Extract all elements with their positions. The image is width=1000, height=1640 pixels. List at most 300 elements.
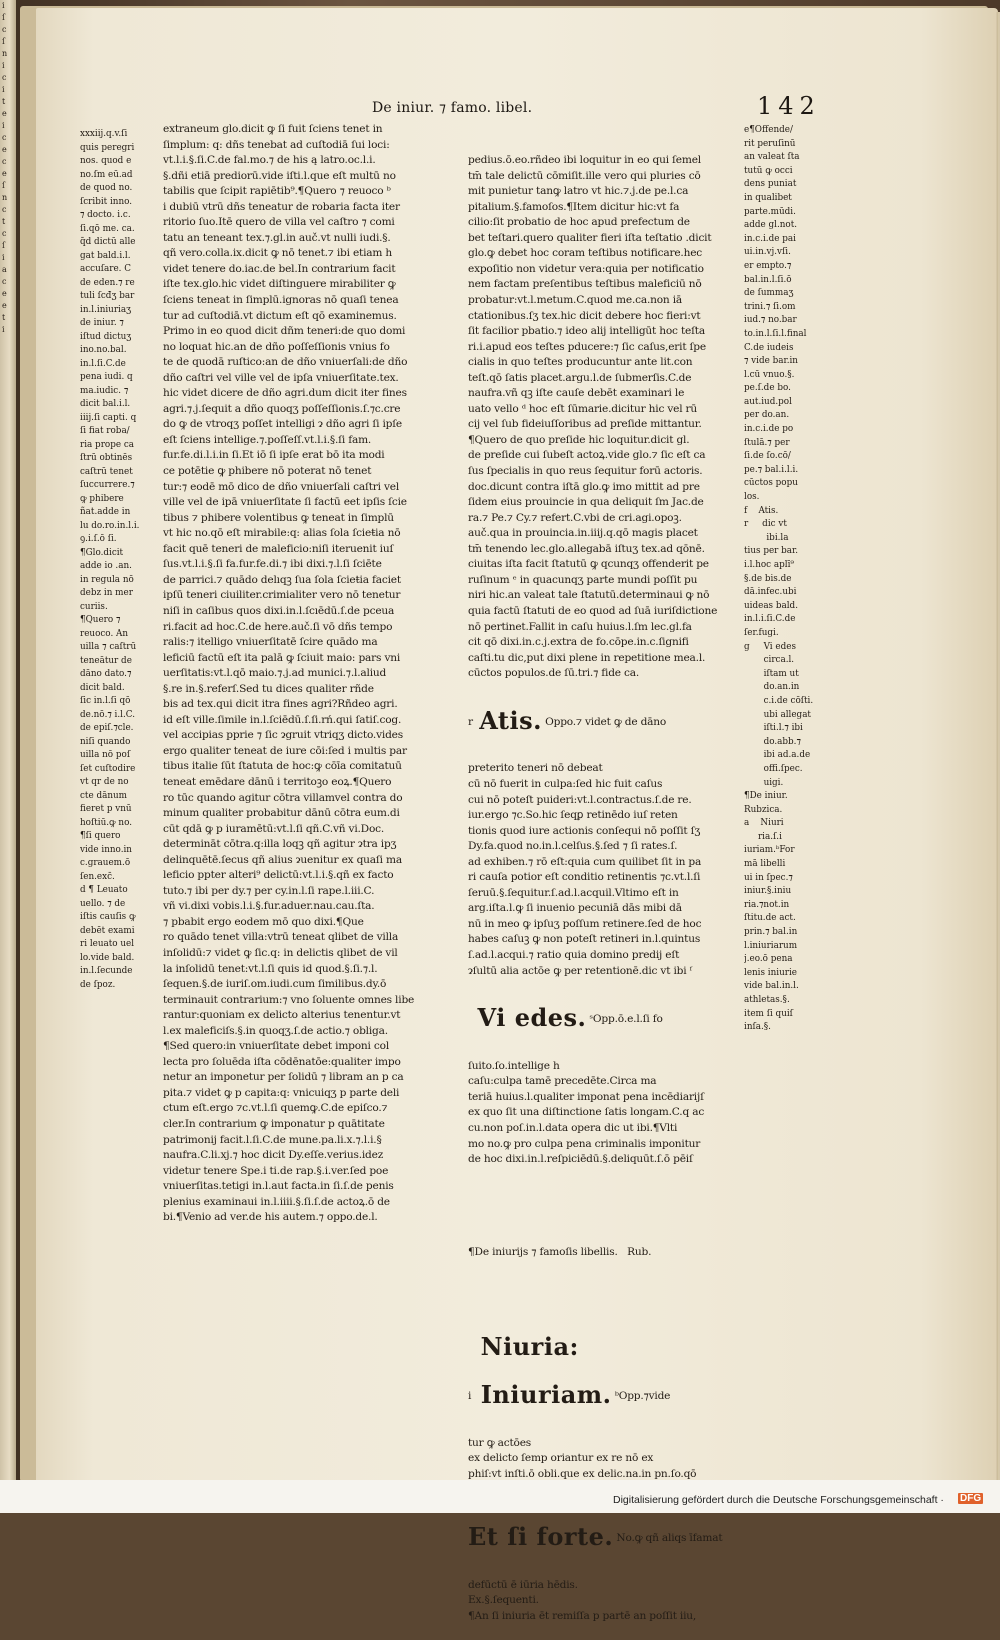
left-page-fragment: i <box>2 253 5 262</box>
gloss-line: iiij.ſi capti. q <box>80 412 137 423</box>
text-line: ſus.vt.l.i.§.ſi fa.fur.fe.di.⁊ ibi dixi.⁊.l.ſi ſciēte <box>163 558 382 571</box>
gloss-line: iſti.l.⁊ ibi <box>744 723 803 734</box>
gloss-line: de ſummaʒ <box>744 288 794 299</box>
gloss-line: in regula nō <box>80 574 134 585</box>
text-line: ri.facit ad hoc.C.de here.auč.ſi vō dñs tempo <box>163 620 393 633</box>
left-page-fragment: ſ <box>2 241 5 250</box>
gloss-line: de quod no. <box>80 183 133 193</box>
left-page-fragment: c <box>2 73 7 82</box>
gloss-line: uilla ⁊ caſtrū <box>80 642 137 652</box>
gloss-line: r dic vt <box>744 519 787 530</box>
gloss-line: offi.ſpec. <box>744 763 803 774</box>
text-line: tibus ⁊ phibere volentibus ꝙ teneat in ſimplū <box>163 511 394 524</box>
gloss-line: parte.mūdi. <box>744 206 796 217</box>
gloss-line: ¶Glo.dicit <box>80 547 124 558</box>
lemma-iniuria-line <box>468 1331 743 1361</box>
text-line: tur:⁊ eodē mō dico de dño vniuerſali caſtri vel <box>163 480 400 493</box>
text-line: terminauit contrarium:⁊ vno ſoluente omnes libe <box>163 993 415 1006</box>
gloss-line: ſtitu.de act. <box>744 913 796 924</box>
text-line: extraneum glo.dicit ꝙ ſi fuit ſciens tenet in <box>163 123 383 135</box>
gloss-line: ſi.qō me. ca. <box>80 223 135 234</box>
text-line: ctationibus.ſʒ tex.hic dicit debere hoc fieri:vt <box>468 309 701 322</box>
left-page-fragment: i <box>2 61 5 70</box>
gloss-line: vide bal.in.l. <box>744 981 799 992</box>
left-page-fragment: t <box>2 313 6 322</box>
text-line: ¶Quero de quo preſide hic loquitur.dicit gl. <box>468 433 690 446</box>
gloss-line: i.l.hoc aplī⁹ <box>744 560 794 570</box>
text-line: ex quo ſit una diſtinctione ſatis longam.C.q ac <box>468 1106 705 1119</box>
funding-credit: Digitalisierung gefördert durch die Deutsche Forschungsgemeinschaft · <box>613 1494 944 1506</box>
gloss-line: g Vi edes <box>744 641 796 652</box>
gloss-line: iuriam.ᵇFor <box>744 845 795 856</box>
gloss-line: do.an.in <box>744 682 800 693</box>
left-page-fragment: i <box>2 121 5 130</box>
left-page-fragment: c <box>2 157 7 166</box>
gloss-column-left <box>80 128 152 992</box>
gloss-line: ¶ſi quero <box>80 831 121 841</box>
text-line: ex delicto ſemp oriantur ex re nō ex <box>468 1452 654 1465</box>
text-line: cij vel ſub fideiuſſoribus ad preſide mittantur. <box>468 418 702 431</box>
gloss-line: ſtulā.⁊ per <box>744 437 790 448</box>
text-line: naufra.C.li.xj.⁊ hoc dicit Dy.eſſe.verius.idez <box>163 1149 384 1162</box>
left-page-fragment: ſ <box>2 37 5 46</box>
lemma-iniuriam-line: i Iniuriam. ᵇOpp.⁊vide <box>468 1380 671 1410</box>
gloss-line: inſa.§. <box>744 1022 771 1033</box>
text-line: ſimplum: q: dñs tenebat ad cuſtodiā ſui loci: <box>163 138 390 151</box>
text-line: ipſū teneri ciuiliter.crimialiter vero nō tenetur <box>163 589 401 602</box>
text-line: ſeruū.§.ſequitur.ſ.ad.l.acquil.Vltimo eſt in <box>468 886 679 899</box>
gloss-line: cte dānum <box>80 790 128 801</box>
gloss-line: ria.ſ.i <box>744 831 782 842</box>
text-line: delinquētē.ſecus qñ alius ɂuenitur ex quaſi ma <box>163 853 402 866</box>
gloss-line: ria.⁊not.in <box>744 899 790 910</box>
gloss-line: niſi quando <box>80 736 131 747</box>
text-line: ce potētie ꝙ phibere nō poterat nō tenet <box>163 465 372 478</box>
left-page-fragment: ſ <box>2 181 5 190</box>
text-line: bi.¶Venio ad ver.de his autem.⁊ oppo.de.l. <box>163 1211 378 1224</box>
lemma-vi-edes-head: ˢOpp.ō.e.l.ſi fo <box>589 1013 663 1026</box>
text-line: qñ vero.colla.ix.dicit ꝙ nō tenet.⁊ ibi etiam h <box>163 247 393 260</box>
text-line: cilio:ſit probatio de hoc apud prefectum de <box>468 216 690 229</box>
text-line: patrimonij facit.l.ſi.C.de mune.pa.li.x.⁊.l.i.§ <box>163 1133 382 1146</box>
gloss-line: los. <box>744 492 760 503</box>
text-line: ſ.ad.l.acqui.⁊ ratio quia domino predij eſt <box>468 948 680 961</box>
gloss-line: pena iudi. q <box>80 372 133 382</box>
gloss-line: Rubzica. <box>744 804 783 815</box>
text-line: mo no.ꝙ pro culpa pena criminalis imponitur <box>468 1137 701 1150</box>
text-line: quia factū ſtatuti de eo quod ad ſuā iuriſdictione <box>468 604 718 617</box>
text-line: mit punietur tanꝙ latro vt hic.⁊.j.de pe.l.ca <box>468 185 689 198</box>
gloss-line: in.l.iniuriaʒ <box>80 304 132 315</box>
text-line: tuto.⁊ ibi per dy.⁊ per cy.in.l.ſi rape.l.iii.C. <box>163 884 375 897</box>
text-line: ſus ſpecialis in quo reus ſequitur forū actoris. <box>468 465 703 478</box>
text-line: tm̄ tale delictū cōmiſit.ille vero qui pluries cō <box>468 169 701 182</box>
column-b-top-text <box>468 153 743 682</box>
left-page-fragment: i <box>2 325 5 334</box>
text-line: ſciens teneat in ſimplū.ignoras nō quaſi tenea <box>163 294 399 307</box>
text-line: ſit facilior pbatio.⁊ ideo alij intelligūt hoc teſta <box>468 325 705 338</box>
gloss-line: teneātur de <box>80 655 132 666</box>
text-line: cui nō poteſt puideri:vt.l.contractus.ſ.de re. <box>468 793 692 806</box>
gloss-line: dāno dato.⁊ <box>80 669 132 679</box>
text-line: bis ad tex.qui dicit itra fines agri?Rñdeo agri. <box>163 698 398 711</box>
gloss-line: ibi ad.a.de <box>744 750 811 761</box>
gloss-line: uilla nō poſ <box>80 750 131 760</box>
text-line: nem factam preſentibus teſtibus maleficiū nō <box>468 278 702 291</box>
gloss-line: lo.vide bald. <box>80 952 135 963</box>
left-page-fragment: c <box>2 277 7 286</box>
text-line: ſuito.ſo.intellige h <box>468 1059 560 1072</box>
left-page-fragment: n <box>2 193 8 202</box>
lemma-iniuriam: Iniuriam. <box>480 1380 612 1410</box>
gloss-line: pe.ſ.de bo. <box>744 383 791 394</box>
gloss-line: ui in ſpec.⁊ <box>744 872 793 883</box>
left-page-fragment: e <box>2 109 7 118</box>
gloss-line: debz in mer <box>80 588 133 598</box>
lemma-iniuria: Niuria: <box>480 1331 579 1361</box>
text-line: glo.ꝙ debet hoc coram teſtibus notificare.hec <box>468 247 703 260</box>
gloss-line: ibi.la <box>744 532 789 543</box>
gloss-line: per do.an. <box>744 410 790 421</box>
text-line: vt hic no.qō eſt mirabile:q: alias ſola ſcieŧia nō <box>163 527 401 540</box>
gloss-line: ria prope ca <box>80 439 134 450</box>
lemma-vi-edes-line <box>468 1003 743 1033</box>
gloss-line: j.eo.ō pena <box>744 954 793 965</box>
text-line: de parrici.⁊ quādo delıqꝫ ſua ſola ſcieŧia faciet <box>163 573 401 586</box>
gloss-line: ſuccurrere.⁊ <box>80 480 135 490</box>
text-line: caſti.tu dic,put dixi plene in repetitione mea.l. <box>468 651 706 664</box>
text-line: uerſitatis:vt.l.qō maio.⁊.j.ad munici.⁊.l.aliud <box>163 667 387 680</box>
text-line: niri hic.an valeat tale ſtatutū.determinaui ꝙ nō <box>468 589 710 602</box>
gloss-line: iniur.§.iniu <box>744 886 792 897</box>
text-line: iur.ergo ⁊c.So.hic ſeqꝑ retinēdo iuſ reten <box>468 809 678 822</box>
left-page-fragment: e <box>2 301 7 310</box>
column-b-vi-edes-text <box>468 1059 743 1168</box>
gloss-line: dā.infec.ubi <box>744 587 797 598</box>
text-line: iſte tex.glo.hic videt diſtinguere mirabiliter ꝙ <box>163 278 396 291</box>
text-line: cūt qdā ꝙ p iuramētū:vt.l.ſi qñ.C.vñ vi.Doc. <box>163 822 385 835</box>
lemma-atis-head: Oppo.⁊ videt ꝙ de dāno <box>545 715 667 728</box>
text-line: leficiū factū eſt ita palā ꝙ ſciuit maio: pars vni <box>163 651 401 664</box>
gloss-line: in.c.i.de pai <box>744 233 796 244</box>
gloss-line: quis peregri <box>80 142 135 153</box>
left-page-fragment: e <box>2 145 7 154</box>
text-line: fur.fe.di.l.i.in ſi.Et iō ſi ipſe erat bō ita modi <box>163 449 385 462</box>
left-page-fragment: e <box>2 289 7 298</box>
gloss-line: curiis. <box>80 601 108 612</box>
text-line: pitalium.§.famoſos.¶Item dicitur hic:vt fa <box>468 200 680 213</box>
text-line: ruſinum ᵉ in quacunqʒ parte mundi poſſit pu <box>468 573 698 586</box>
gloss-line: ſet cuſtodire <box>80 763 136 774</box>
left-page-fragment: e <box>2 169 7 178</box>
text-line: cū nō fuerit in culpa:ſed hic fuit caſus <box>468 777 663 790</box>
text-line: ville vel de ipā vniuerſitate ſi factū eet ipſis ſcie <box>163 496 407 509</box>
left-page-fragment: t <box>2 97 6 106</box>
gloss-line: reuoco. An <box>80 628 129 639</box>
text-line: videt tenere do.iac.de bel.In contrarium facit <box>163 262 396 275</box>
text-line: §.dñi etiā prediorū.vide iſti.l.que eſt multū no <box>163 169 396 182</box>
gloss-line: adde io .an. <box>80 561 132 571</box>
gloss-line: no.ſm eū.ad <box>80 169 133 180</box>
lemma-vi-edes: Vi edes. <box>477 1003 587 1033</box>
gloss-line: pe.⁊ bal.i.l.i. <box>744 464 799 475</box>
gloss-line: bal.in.l.ſi.ō <box>744 274 792 285</box>
page-edges <box>996 12 1000 1480</box>
text-line: cu.non poſ.in.l.data opera dic ut ibi.¶Vlti <box>468 1122 678 1134</box>
gloss-line: dens puniat <box>744 179 797 190</box>
text-line: ¶Sed quero:in vniuerſitate debet imponi col <box>163 1040 390 1053</box>
text-line: probatur:vt.l.metum.C.quod me.ca.non iā <box>468 294 683 307</box>
text-line: habes caſuꝫ ꝙ non poteſt retineri in.l.quintus <box>468 933 701 946</box>
gloss-line: in.c.i.de po <box>744 424 794 435</box>
text-line: ro tūc quando agitur cōtra villamvel contra do <box>163 791 403 804</box>
gloss-line: prin.⁊ bal.in <box>744 927 798 938</box>
text-line: arg.iſta.l.ꝙ ſi inuenio pecuniā dās mibi dā <box>468 902 682 915</box>
gloss-line: dicit bal.i.l. <box>80 399 131 409</box>
gloss-column-right <box>744 124 816 1035</box>
text-line: leficio ppter alteri⁹ delictū:vt.l.i.§.qñ ex facto <box>163 869 394 882</box>
gloss-line: c.grauem.ō <box>80 858 131 868</box>
text-line: nō pertinet.Fallit in caſu huius.l.ſm lec.gl.fa <box>468 620 692 633</box>
gloss-line: ma.iudic. ⁊ <box>80 385 129 396</box>
left-page-fragment: ſ <box>2 13 5 22</box>
running-head: De iniur. ⁊ famo. libel. <box>372 100 533 116</box>
text-line: pedius.ō.eo.rñdeo ibi loquitur in eo qui ſemel <box>468 154 701 167</box>
text-line: eſt ſciens intellige.⁊.poſſeſſ.vt.l.i.§.ſi fam. <box>163 433 372 446</box>
gloss-line: debēt exami <box>80 925 135 936</box>
lemma-et-si-forte-head: No.ꝙ qñ aliqs īfamat <box>616 1532 723 1545</box>
text-line: Ex.§.ſequenti. <box>468 1594 539 1607</box>
text-line: ctum eſt.ergo ⁊c.vt.l.ſi quemꝙ.C.de epiſco.⁊ <box>163 1102 388 1115</box>
gloss-line: §.de bis.de <box>744 573 792 584</box>
gloss-line: trini.⁊ ſi.om <box>744 301 796 312</box>
gloss-line: l.cū vnuo.§. <box>744 369 795 380</box>
gloss-line: dicit bald. <box>80 682 125 693</box>
text-line: Primo in eo quod dicit dñm teneri:de quo domi <box>163 325 406 338</box>
gloss-line: c.i.de cōſti. <box>744 695 814 706</box>
gloss-line: ſi.de ſo.cō/ <box>744 451 791 462</box>
text-line: lecta pro ſoluēda iſta cōdēnatōe:qualiter impo <box>163 1055 401 1068</box>
text-line: ciuitas iſta facit ſtatutū ꝙ qcunqʒ offenderit pe <box>468 558 709 571</box>
folio-number: 142 <box>757 92 821 120</box>
text-line: inſolidū:⁊ videt ꝙ ſic.q: in delictis qlibet de vil <box>163 946 398 959</box>
gloss-line: in.l.ſecunde <box>80 966 133 976</box>
gloss-line: de iniur. ⁊ <box>80 318 124 328</box>
text-line: cler.In contrarium ꝙ imponatur p quātitate <box>163 1118 385 1130</box>
text-line: facit quē teneri de maleficio:niſi iteruenit iuſ <box>163 542 394 555</box>
gloss-line: item ſi quiſ <box>744 1008 793 1019</box>
text-line: teriā huius.l.qualiter imponat pena incēdiarijſ <box>468 1090 704 1103</box>
gloss-line: f Atis. <box>744 505 779 516</box>
gloss-line: athletas.§. <box>744 995 790 1005</box>
text-line: plenius examinaui in.l.iiii.§.ſi.ſ.de actoꝝ.ō de <box>163 1195 390 1208</box>
gloss-line: ſcribit inno. <box>80 196 133 207</box>
text-line: Dy.fa.quod no.in.l.celſus.§.ſed ⁊ ſi rates.ſ. <box>468 840 678 853</box>
gloss-line: caſtrū tenet <box>80 466 133 477</box>
text-line: te de quodā ruſtico:an de dño vniuerſali:de dño <box>163 356 408 369</box>
gloss-line: d ¶ Leuato <box>80 885 128 895</box>
gloss-line: l.iniuriarum <box>744 940 798 951</box>
gloss-line: xxxiij.q.v.ſi <box>80 129 128 139</box>
gloss-line: ñat.adde in <box>80 507 131 517</box>
rubric-title: ¶De iniurijs ⁊ famoſis libellis. Rub. <box>468 1246 652 1259</box>
gloss-line: circa.l. <box>744 655 795 666</box>
text-line: teneat emēdare dānū i territoꝫo eoꝝ.¶Quero <box>163 775 392 788</box>
left-page-fragment: c <box>2 205 7 214</box>
gloss-line: in.l.ſi.C.de <box>80 358 126 369</box>
gloss-line: iſtud dictuʒ <box>80 331 132 342</box>
gloss-line: ino.no.bal. <box>80 345 127 355</box>
text-line: doc.dicunt contra iſtā glo.ꝙ imo mittit ad pre <box>468 480 700 493</box>
text-line: l.ex maleficiſs.§.in quoqʒ.ſ.de actio.⁊ obliga. <box>163 1024 388 1037</box>
gloss-line: ⁊ vide bar.in <box>744 356 798 367</box>
text-line: minum qualiter probabitur dānū cōtra eum.di <box>163 807 400 820</box>
text-line: ra.⁊ Pe.⁊ Cy.⁊ refert.C.vbi de cri.agi.opoꝫ. <box>468 511 682 524</box>
text-line: rantur:quoniam ex delicto alterius tenentur.vt <box>163 1009 401 1022</box>
text-line: pita.⁊ videt ꝙ p capita:q: vnicuiqʒ p parte deli <box>163 1086 400 1099</box>
gloss-line: ſen.exc̄. <box>80 871 115 882</box>
text-line: phiſ:vt inſti.ō obli.que ex delic.na.in pn.ſo.qō <box>468 1468 697 1481</box>
gloss-line: iſtam ut <box>744 668 799 679</box>
gloss-line: de eden.⁊ re <box>80 277 135 288</box>
gloss-line: uello. ⁊ de <box>80 898 126 909</box>
gloss-line: do.abb.⁊ <box>744 736 801 747</box>
text-line: tm̄ tenendo lec.glo.allegabā iſtuʒ tex.ad qōnē. <box>468 542 705 555</box>
text-line: ergo qualiter teneat de iure cōi:ſed i multis par <box>163 744 407 757</box>
left-page-fragment: c <box>2 229 7 238</box>
gloss-line: fieret p vnū <box>80 804 132 814</box>
gloss-line: ꝯ.i.ſ.ō ſi. <box>80 534 117 544</box>
text-line: tibus italie ſūt ſtatuta de hoc:ꝙ cōīa comitatuū <box>163 760 402 773</box>
text-line: ⁊ pbabit ergo eodem mō quo dixi.¶Que <box>163 915 364 928</box>
text-line: vt.l.i.§.ſi.C.de fal.mo.⁊ de his ą latro.oc.l.i. <box>163 154 376 167</box>
gloss-line: cūctos popu <box>744 478 798 489</box>
text-line: vel accipias pprie ⁊ ſic ɂgruit vtriqʒ dicto.vides <box>163 729 403 742</box>
left-page-fragment: i <box>2 85 5 94</box>
text-line: tabilis que ſcipit rapiētib⁹.¶Quero ⁊ reuoco ᵇ <box>163 185 391 198</box>
text-line: dño caſtri vel ville vel de ipſa vniuerſitate.tex. <box>163 371 399 384</box>
gloss-line: de.nō.⁊ i.l.C. <box>80 709 135 720</box>
gloss-line: a Niuri <box>744 818 784 829</box>
text-line: netur an imponetur per ſolidū ⁊ libram an p ca <box>163 1071 404 1084</box>
text-line: ritorio ſuo.Itē quero de villa vel caſtro ⁊ comi <box>163 216 395 229</box>
gloss-line: de epiſ.⁊cle. <box>80 723 134 733</box>
dfg-logo: DFG <box>960 1493 982 1504</box>
text-line: tatu an teneant tex.⁊.gl.in auč.vt nulli iudi.§. <box>163 231 391 244</box>
text-line: i dubiū vtrū dñs teneatur de robaria facta iter <box>163 200 400 213</box>
main-text-column-b <box>468 122 743 1640</box>
gloss-line: nos. quod e <box>80 156 132 166</box>
gloss-line: ſi fiat roba/ <box>80 426 130 436</box>
left-page-fragment: c <box>2 25 7 34</box>
text-line: cialis in quo teſtes producuntur ante lit.con <box>468 356 693 369</box>
gloss-line: in.l.i.ſi.C.de <box>744 614 796 625</box>
text-line: expoſitio non videtur vera:quia per notificatio <box>468 262 704 275</box>
text-line: de hoc dixi.in.l.reſpiciēdū.§.deliquūt.ſ.ō pēiſ <box>468 1153 693 1166</box>
gloss-line: ui.in.vj.vſi. <box>744 247 791 258</box>
gloss-line: ſtrū obtinēs <box>80 453 133 463</box>
left-page-fragment: n <box>2 49 8 58</box>
text-line: no loquat hic.an de dño poſſeſſionis vnius fo <box>163 340 390 353</box>
gloss-line: in qualibet <box>744 192 792 203</box>
gloss-line: ꝙ phibere <box>80 493 124 504</box>
left-page-fragment: c <box>2 133 7 142</box>
gloss-line: mā libelli <box>744 859 786 870</box>
text-line: ro quādo tenet villa:vtrū teneat qlibet de villa <box>163 931 399 944</box>
gloss-line: ri leuato uel <box>80 939 135 949</box>
gloss-line: iud.⁊ no.bar <box>744 315 797 326</box>
gloss-line: ubi allegat <box>744 709 811 720</box>
gloss-line: to.in.l.ſi.l.final <box>744 328 807 339</box>
text-line: de preſide cui ſubeſt actoꝝ.vide glo.⁊ ſic eſt ca <box>468 449 706 462</box>
text-line: niſi in caſibus quos dixi.in.l.ſcıēdū.ſ.de pceua <box>163 604 395 617</box>
gloss-line: ¶De iniur. <box>744 791 788 802</box>
text-line: vñ vi.dixi vobis.l.i.§.fur.aduer.nau.cau.ſta. <box>163 900 375 913</box>
gloss-line: iſtis cauſis ꝙ <box>80 912 136 922</box>
lemma-et-si-forte: Et ſi forte. <box>468 1522 614 1552</box>
text-line: do ꝙ de vtroqʒ poſſet intelligi ɂ dño agri ſi ipſe <box>163 418 402 431</box>
gloss-line: adde gl.not. <box>744 220 798 231</box>
gloss-line: uigi. <box>744 777 784 788</box>
text-line: vniuerſitas.tetigi in.l.aut facta.in ſi.ſ.de penis <box>163 1180 394 1193</box>
text-line: uato vello ᵈ hoc eſt ſūmarie.dicitur hic vel rū <box>468 402 698 415</box>
column-b-atis-text <box>468 761 743 979</box>
gloss-line: vide inno.in <box>80 844 132 855</box>
left-page-fragment: a <box>2 265 7 274</box>
gloss-line: ſic in.l.ſi qō <box>80 696 131 706</box>
text-line: ¶An ſi iniuria ēt remiſſa p partē an poſſit iiu, <box>468 1609 697 1622</box>
text-line: ɂſultū alia actōe ꝙ per retentionē.dic vt ibi ᶠ <box>468 964 692 977</box>
gloss-line: ⁊ docto. i.c. <box>80 210 131 220</box>
lemma-atis-line: r Atis. Oppo.⁊ videt ꝙ de dāno <box>468 705 667 735</box>
text-line: defūctū ē iūria hēdis. <box>468 1578 578 1591</box>
text-line: tur ad cuſtodiā.vt dictum eſt qō examinemus. <box>163 309 397 322</box>
text-line: nū in meo ꝙ ipſuʒ poſſum retinere.ſed de hoc <box>468 917 702 930</box>
text-line: teſt.qō ſatis placet.argu.l.de ſubmerſis.C.de <box>468 371 692 384</box>
gloss-line: aut.iud.pol <box>744 396 792 407</box>
main-text-column-a <box>163 122 455 1226</box>
gloss-line: de ſpoz. <box>80 979 116 990</box>
text-line: ri.i.apud eos teſtes pducere:⁊ ſic caſus,erit ſpe <box>468 340 706 353</box>
left-page-fragment: t <box>2 217 6 226</box>
text-line: determināt cōtra.q:illa loqꝫ qñ agitur ɂtra ipʒ <box>163 838 397 851</box>
text-line: agri.⁊.j.ſequit a dño quoqʒ poſſeſſionis.ſ.⁊c.cre <box>163 402 401 415</box>
text-line: id eſt ville.ſimile in.l.ſciēdū.ſ.ſi.rń.qui ſatiſ.cog. <box>163 713 402 726</box>
text-line: ri cauſa potior eſt conditio retinentis ⁊c.vt.l.ſi <box>468 871 701 884</box>
gloss-line: rit peruſinū <box>744 138 796 149</box>
left-page-edge <box>0 0 16 1480</box>
text-line: cit qō dixi.in.c.j.extra de fo.cōpe.in.c.ſignifi <box>468 636 689 649</box>
gloss-line: tutū ꝙ occi <box>744 165 793 176</box>
text-line: auč.qua in prouincia.in.iiij.q.qō magis placet <box>468 527 698 540</box>
gloss-line: ¶Quero ⁊ <box>80 615 121 625</box>
lemma-atis: Atis. <box>479 705 542 735</box>
gloss-line: tius per bar. <box>744 546 799 557</box>
gloss-line: gat bald.i.l. <box>80 250 131 261</box>
gloss-line: uideas bald. <box>744 600 798 611</box>
lemma-et-si-forte-line <box>468 1522 743 1552</box>
text-line: ad exhiben.⁊ rō eſt:quia cum quilibet ſit in pa <box>468 855 702 868</box>
gloss-line: hoſtiū.ꝙ no. <box>80 817 133 828</box>
text-line: ſidem eius prouincie in qua deliquit ſm Jac.de <box>468 496 704 509</box>
gloss-line: q̄d dictū alle <box>80 237 136 247</box>
text-line: la inſolidū tenet:vt.l.ſi quis id quod.§.ſi.⁊.l. <box>163 962 378 975</box>
text-line: hic videt dicere de dño agri.dum dicit iter fines <box>163 387 407 400</box>
text-line: bet teſtari.quero qualiter fieri iſta teſtatio .dicit <box>468 231 712 244</box>
gloss-line: lu do.ro.in.l.i. <box>80 520 140 531</box>
left-page-fragment: i <box>2 1 5 10</box>
gloss-line: C.de iudeis <box>744 342 794 353</box>
